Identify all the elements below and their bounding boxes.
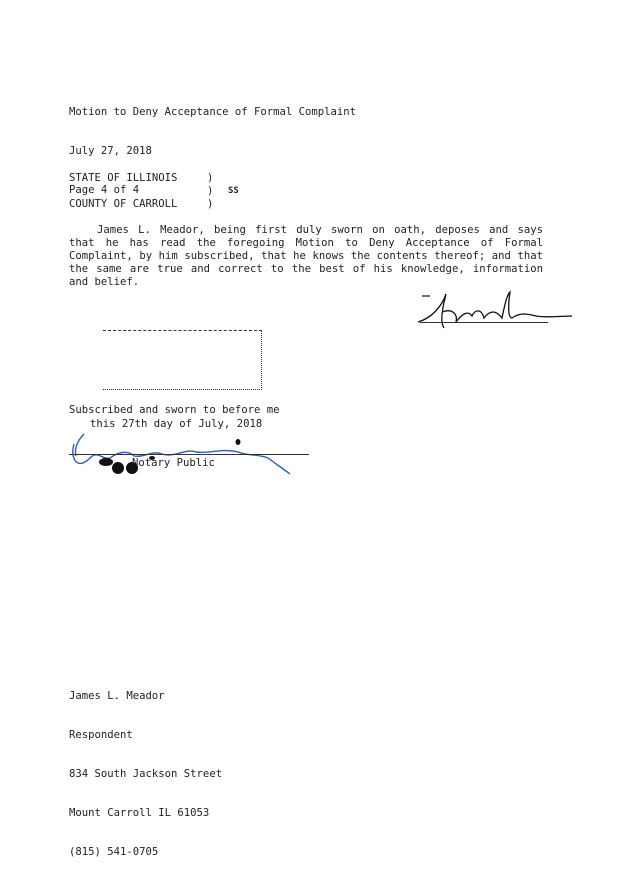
document-title: Motion to Deny Acceptance of Formal Complaint xyxy=(69,106,357,118)
brace-2: ) xyxy=(207,185,214,197)
affidavit-paragraph: James L. Meador, being first duly sworn on oath, deposes and says that he has read the foregoing Motion to Deny Acceptance of Formal Complaint, by him subscribed, that he knows the contents thereof; and that the same are true and correct to the best of his knowledge, information and belief. xyxy=(69,224,543,288)
signer-name: James L. Meador xyxy=(69,690,165,702)
signer-phone: (815) 541-0705 xyxy=(69,846,159,858)
affidavit-body xyxy=(69,224,543,289)
signer-city: Mount Carroll IL 61053 xyxy=(69,807,210,819)
notary-signature-line xyxy=(69,454,309,455)
jurat-line-1: Subscribed and sworn to before me xyxy=(69,404,280,416)
jurat-line-2: this 27th day of July, 2018 xyxy=(90,418,263,430)
venue-state: STATE OF ILLINOIS xyxy=(69,172,178,184)
notary-seal-area xyxy=(103,330,262,390)
notary-label: Notary Public xyxy=(132,457,215,469)
brace-1: ) xyxy=(207,172,214,184)
affiant-signature xyxy=(412,288,612,348)
affiant-signature-line xyxy=(420,322,548,323)
document-date: July 27, 2018 xyxy=(69,145,152,157)
page-number: Page 4 of 4 xyxy=(69,184,140,196)
signer-block xyxy=(69,664,222,872)
venue-ss: SS xyxy=(228,186,239,196)
brace-3: ) xyxy=(207,198,214,210)
venue-brace xyxy=(207,172,213,211)
signer-role: Respondent xyxy=(69,729,133,741)
signer-street: 834 South Jackson Street xyxy=(69,768,223,780)
notary-signature xyxy=(62,428,322,478)
venue-county: COUNTY OF CARROLL xyxy=(69,198,178,210)
